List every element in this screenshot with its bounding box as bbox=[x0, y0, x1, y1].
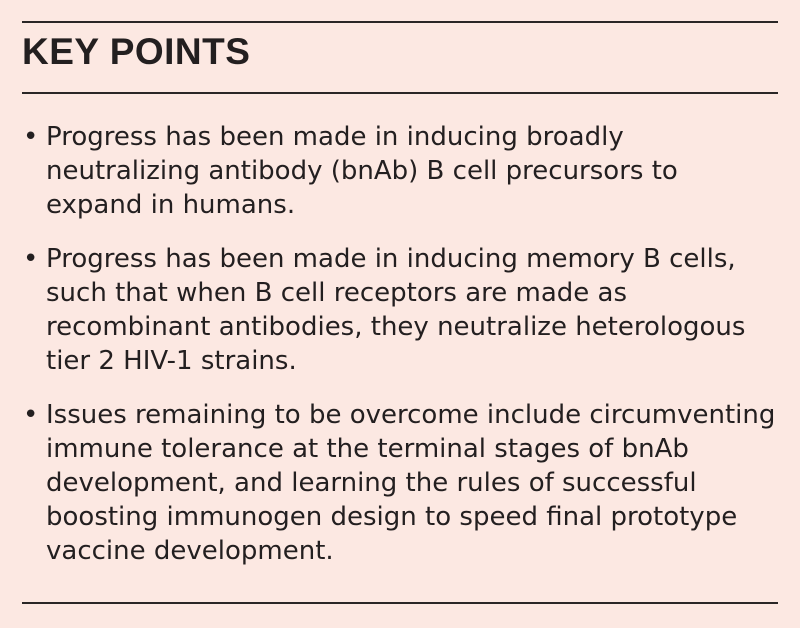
bullet-icon: • bbox=[23, 244, 39, 274]
key-point-line: Progress has been made in inducing memory B cells, bbox=[46, 244, 736, 274]
key-point-line: vaccine development. bbox=[46, 536, 334, 566]
heading-divider bbox=[22, 92, 778, 94]
key-point-line: expand in humans. bbox=[46, 190, 296, 220]
key-points-heading: KEY POINTS bbox=[22, 31, 251, 72]
key-point-line: neutralizing antibody (bnAb) B cell precursors to bbox=[46, 156, 678, 186]
key-point-2 bbox=[22, 242, 778, 378]
bottom-rule bbox=[22, 602, 778, 604]
key-point-line: immune tolerance at the terminal stages of bnAb bbox=[46, 434, 689, 464]
top-rule bbox=[22, 21, 778, 23]
key-point-line: Issues remaining to be overcome include circumventing bbox=[46, 400, 776, 430]
key-point-3 bbox=[22, 398, 778, 568]
key-point-line: boosting immunogen design to speed final prototype bbox=[46, 502, 738, 532]
key-point-line: recombinant antibodies, they neutralize heterologous bbox=[46, 312, 746, 342]
key-points-list bbox=[22, 120, 778, 588]
bullet-icon: • bbox=[23, 400, 39, 430]
key-point-line: development, and learning the rules of successful bbox=[46, 468, 697, 498]
bullet-icon: • bbox=[23, 122, 39, 152]
key-point-line: Progress has been made in inducing broadly bbox=[46, 122, 624, 152]
key-point-1 bbox=[22, 120, 778, 222]
key-point-line: tier 2 HIV-1 strains. bbox=[46, 346, 297, 376]
key-point-line: such that when B cell receptors are made as bbox=[46, 278, 628, 308]
